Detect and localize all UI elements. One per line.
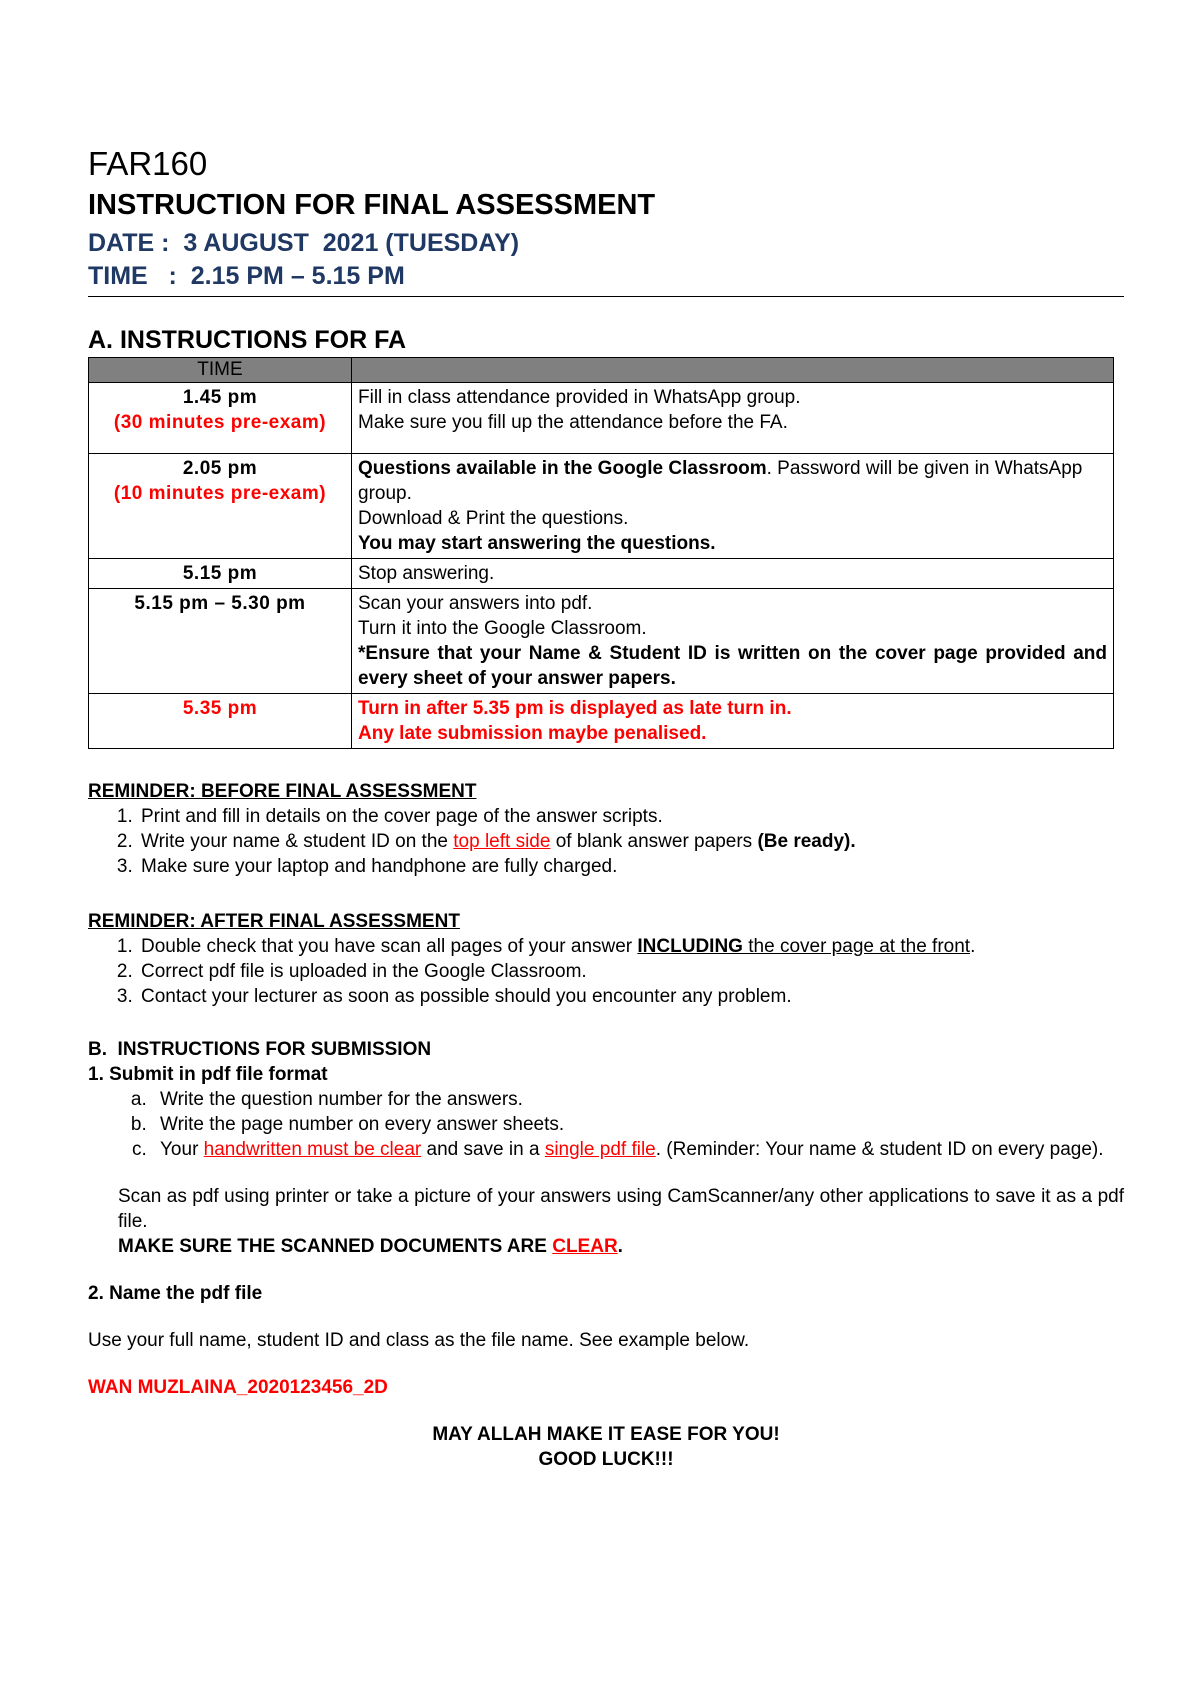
reminder-after-heading: REMINDER: AFTER FINAL ASSESSMENT	[88, 910, 460, 932]
clear-text: CLEAR	[552, 1235, 618, 1257]
list-item-text: .	[970, 935, 976, 957]
make-sure-end: .	[617, 1235, 623, 1257]
row-line: Make sure you fill up the attendance before the FA.	[358, 411, 788, 433]
section-a-heading: A. INSTRUCTIONS FOR FA	[88, 326, 407, 355]
row-line: Any late submission maybe penalised.	[358, 722, 707, 744]
schedule-row	[89, 382, 1114, 453]
schedule-instruction-cell	[352, 588, 1114, 693]
including-text: INCLUDING	[637, 935, 743, 957]
list-item-text: . (Reminder: Your name & student ID on every page).	[655, 1138, 1104, 1160]
list-item	[138, 959, 1124, 984]
schedule-time-cell	[89, 453, 352, 558]
reminder-before-heading: REMINDER: BEFORE FINAL ASSESSMENT	[88, 780, 477, 802]
example-file-name: WAN MUZLAINA_2020123456_2D	[88, 1376, 388, 1398]
handwritten-clear-text: handwritten must be clear	[203, 1138, 422, 1160]
instruction-column-header	[352, 357, 1114, 382]
exam-time: TIME : 2.15 PM – 5.15 PM	[88, 262, 405, 291]
schedule-row	[89, 693, 1114, 748]
reminder-after-list	[88, 934, 1124, 1009]
schedule-row	[89, 453, 1114, 558]
row-line: Download & Print the questions.	[358, 507, 629, 529]
closing-line-2: GOOD LUCK!!!	[538, 1448, 674, 1470]
time-column-header: TIME	[89, 357, 352, 382]
row-line: Turn it into the Google Classroom.	[358, 617, 647, 639]
list-item-text: Write your name & student ID on the	[141, 830, 454, 852]
document-page	[88, 146, 1124, 1472]
list-item-text: Your	[160, 1138, 204, 1160]
schedule-instruction-cell	[352, 558, 1114, 588]
row-text: . Password will be given in WhatsApp group.	[358, 457, 1083, 504]
name-pdf-heading: 2. Name the pdf file	[88, 1282, 263, 1304]
list-item	[138, 984, 1124, 1009]
schedule-instruction-cell	[352, 693, 1114, 748]
list-item-text: Make sure your laptop and handphone are fully charged.	[141, 855, 618, 877]
row-pre-exam: (10 minutes pre-exam)	[113, 482, 327, 504]
schedule-instruction-cell	[352, 382, 1114, 453]
make-sure-clear	[88, 1234, 1124, 1259]
section-b-heading: B. INSTRUCTIONS FOR SUBMISSION	[88, 1038, 432, 1060]
file-name-instruction: Use your full name, student ID and class as the file name. See example below.	[88, 1329, 750, 1351]
list-item-text: and save in a	[421, 1138, 545, 1160]
list-item-text: of blank answer papers	[550, 830, 758, 852]
row-bold-text: Questions available in the Google Classroom	[358, 457, 767, 479]
submit-pdf-list	[88, 1087, 1124, 1162]
schedule-row	[89, 558, 1114, 588]
schedule-time-cell	[89, 382, 352, 453]
schedule-time-cell	[89, 558, 352, 588]
header-rule	[88, 296, 1124, 297]
schedule-instruction-cell	[352, 453, 1114, 558]
schedule-table	[88, 357, 1114, 749]
list-item-text: Double check that you have scan all pages of your answer	[141, 935, 638, 957]
scan-note: Scan as pdf using printer or take a picture of your answers using CamScanner/any other applications to save it as a pdf file.	[118, 1185, 1124, 1232]
list-item-text: Print and fill in details on the cover page of the answer scripts.	[141, 805, 663, 827]
document-title: INSTRUCTION FOR FINAL ASSESSMENT	[88, 189, 656, 222]
list-item	[152, 1087, 1124, 1112]
list-item-text: Write the question number for the answers.	[160, 1088, 523, 1110]
list-item	[138, 829, 1124, 854]
row-time: 5.35 pm	[182, 697, 258, 719]
closing-line-1: MAY ALLAH MAKE IT EASE FOR YOU!	[432, 1423, 780, 1445]
row-pre-exam: (30 minutes pre-exam)	[113, 411, 327, 433]
row-time: 2.05 pm	[182, 457, 258, 479]
schedule-time-cell	[89, 693, 352, 748]
submit-pdf-heading: 1. Submit in pdf file format	[88, 1063, 328, 1085]
single-pdf-text: single pdf file	[544, 1138, 656, 1160]
be-ready-text: (Be ready).	[757, 830, 856, 852]
make-sure-text: MAKE SURE THE SCANNED DOCUMENTS ARE	[118, 1235, 553, 1257]
row-line: Turn in after 5.35 pm is displayed as late turn in.	[358, 697, 792, 719]
exam-date: DATE : 3 AUGUST 2021 (TUESDAY)	[88, 229, 520, 258]
cover-page-text: the cover page at the front	[742, 935, 971, 957]
list-item	[138, 934, 1124, 959]
list-item	[138, 804, 1124, 829]
row-line: *Ensure that your Name & Student ID is written on the cover page provided and every sheet of your answer papers.	[358, 642, 1107, 689]
list-item-text: Correct pdf file is uploaded in the Google Classroom.	[141, 960, 587, 982]
row-time: 1.45 pm	[182, 386, 258, 408]
reminder-before-list	[88, 804, 1124, 879]
top-left-side-text: top left side	[453, 830, 551, 852]
list-item	[152, 1137, 1124, 1162]
row-time: 5.15 pm	[182, 562, 258, 584]
row-line: Scan your answers into pdf.	[358, 592, 593, 614]
row-line: Fill in class attendance provided in WhatsApp group.	[358, 386, 801, 408]
list-item-text: Contact your lecturer as soon as possible should you encounter any problem.	[141, 985, 792, 1007]
row-line: Stop answering.	[358, 562, 495, 584]
list-item	[152, 1112, 1124, 1137]
row-time: 5.15 pm – 5.30 pm	[134, 592, 306, 614]
course-code: FAR160	[88, 145, 208, 182]
row-line: You may start answering the questions.	[358, 532, 716, 554]
row-line	[358, 456, 1107, 506]
schedule-header-row	[89, 357, 1114, 382]
schedule-time-cell	[89, 588, 352, 693]
list-item-text: Write the page number on every answer sheets.	[160, 1113, 565, 1135]
list-item	[138, 854, 1124, 879]
schedule-row	[89, 588, 1114, 693]
